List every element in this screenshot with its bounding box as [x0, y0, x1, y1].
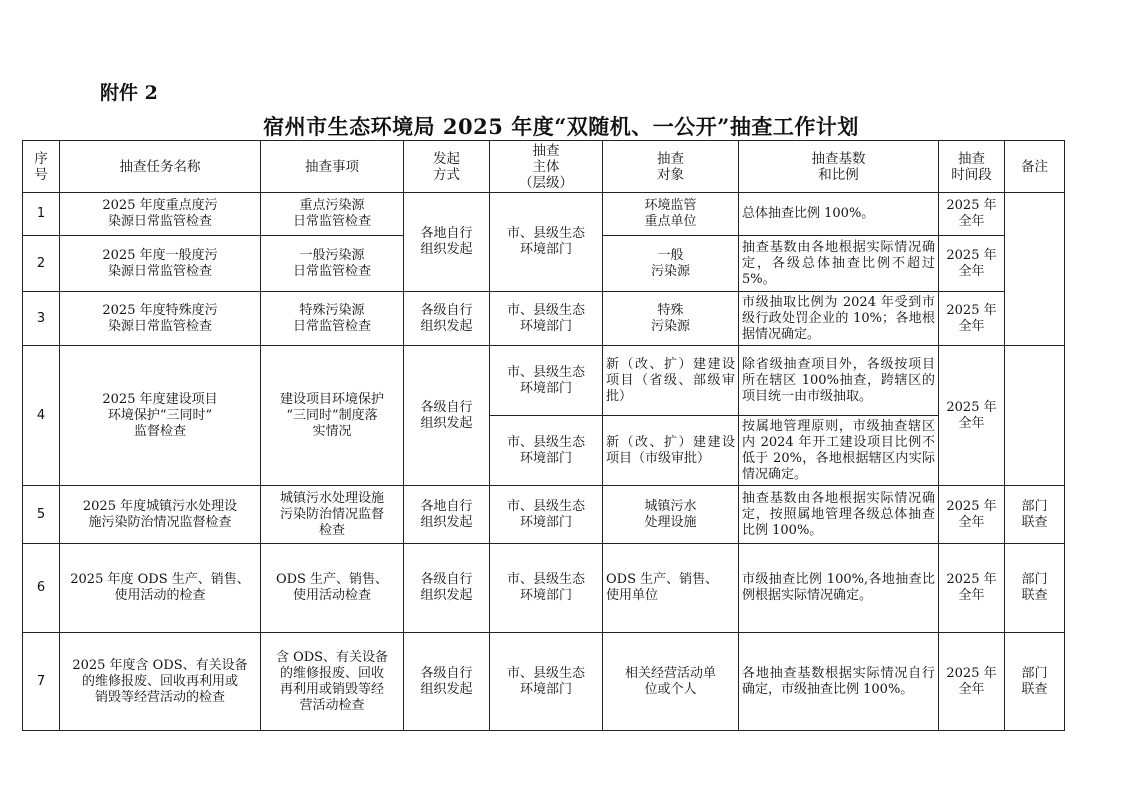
check-object: 城镇污水 处理设施 — [603, 486, 739, 544]
row-no: 5 — [23, 486, 60, 544]
row-no: 4 — [23, 346, 60, 486]
remark — [1005, 193, 1065, 346]
check-subject: 市、县级生态 环境部门 — [490, 292, 603, 346]
table-row — [23, 193, 1065, 236]
check-period: 2025 年 全年 — [939, 633, 1005, 731]
initiate-method: 各地自行 组织发起 — [404, 193, 490, 292]
check-item: ODS 生产、销售、 使用活动检查 — [261, 544, 404, 633]
initiate-method: 各级自行 组织发起 — [404, 544, 490, 633]
task-name: 2025 年度建设项目 环境保护“三同时” 监督检查 — [60, 346, 261, 486]
check-subject: 市、县级生态 环境部门 — [490, 544, 603, 633]
task-name: 2025 年度重点度污 染源日常监管检查 — [60, 193, 261, 236]
initiate-method: 各级自行 组织发起 — [404, 346, 490, 486]
remark: 部门 联查 — [1005, 633, 1065, 731]
table-row — [23, 346, 1065, 416]
check-subject: 市、县级生态 环境部门 — [490, 346, 603, 416]
row-no: 2 — [23, 236, 60, 292]
row-no: 7 — [23, 633, 60, 731]
check-subject: 市、县级生态 环境部门 — [490, 416, 603, 486]
remark: 部门 联查 — [1005, 544, 1065, 633]
check-period: 2025 年 全年 — [939, 292, 1005, 346]
check-ratio: 总体抽查比例 100%。 — [739, 193, 939, 236]
task-name: 2025 年度含 ODS、有关设备 的维修报废、回收再利用或 销毁等经营活动的检查 — [60, 633, 261, 731]
check-period: 2025 年 全年 — [939, 486, 1005, 544]
check-ratio: 除省级抽查项目外，各级按项目所在辖区 100%抽查，跨辖区的项目统一由市级抽取。 — [739, 346, 939, 416]
header-item: 抽查事项 — [261, 141, 404, 193]
initiate-method: 各地自行 组织发起 — [404, 486, 490, 544]
check-ratio: 各地抽查基数根据实际情况自行确定，市级抽查比例 100%。 — [739, 633, 939, 731]
remark — [1005, 346, 1065, 486]
check-ratio: 抽查基数由各地根据实际情况确定，按照属地管理各级总体抽查比例 100%。 — [739, 486, 939, 544]
check-object: 环境监管 重点单位 — [603, 193, 739, 236]
check-item: 含 ODS、有关设备 的维修报废、回收 再利用或销毁等经 营活动检查 — [261, 633, 404, 731]
check-subject: 市、县级生态 环境部门 — [490, 486, 603, 544]
check-item: 一般污染源 日常监管检查 — [261, 236, 404, 292]
check-ratio: 按属地管理原则，市级抽查辖区内 2024 年开工建设项目比例不低于 20%，各地根据辖区内实际情况确定。 — [739, 416, 939, 486]
header-object: 抽查 对象 — [603, 141, 739, 193]
check-item: 城镇污水处理设施 污染防治情况监督 检查 — [261, 486, 404, 544]
header-no: 序 号 — [23, 141, 60, 193]
initiate-method: 各级自行 组织发起 — [404, 292, 490, 346]
row-no: 6 — [23, 544, 60, 633]
check-period: 2025 年 全年 — [939, 193, 1005, 236]
remark: 部门 联查 — [1005, 486, 1065, 544]
check-period: 2025 年 全年 — [939, 236, 1005, 292]
task-name: 2025 年度一般度污 染源日常监管检查 — [60, 236, 261, 292]
check-subject: 市、县级生态 环境部门 — [490, 633, 603, 731]
check-ratio: 市级抽查比例 100%,各地抽查比例根据实际情况确定。 — [739, 544, 939, 633]
check-object: ODS 生产、销售、 使用单位 — [603, 544, 739, 633]
header-remark: 备注 — [1005, 141, 1065, 193]
check-item: 重点污染源 日常监管检查 — [261, 193, 404, 236]
check-period: 2025 年 全年 — [939, 346, 1005, 486]
check-object: 特殊 污染源 — [603, 292, 739, 346]
row-no: 3 — [23, 292, 60, 346]
header-subject: 抽查 主体 （层级） — [490, 141, 603, 193]
initiate-method: 各级自行 组织发起 — [404, 633, 490, 731]
table-header-row — [23, 141, 1065, 193]
check-ratio: 市级抽取比例为 2024 年受到市级行政处罚企业的 10%；各地根据情况确定。 — [739, 292, 939, 346]
task-name: 2025 年度 ODS 生产、销售、 使用活动的检查 — [60, 544, 261, 633]
header-task: 抽查任务名称 — [60, 141, 261, 193]
check-subject: 市、县级生态 环境部门 — [490, 193, 603, 292]
task-name: 2025 年度城镇污水处理设 施污染防治情况监督检查 — [60, 486, 261, 544]
header-initiate: 发起 方式 — [404, 141, 490, 193]
table-row — [23, 544, 1065, 633]
check-object: 新（改、扩）建建设项目（市级审批） — [603, 416, 739, 486]
check-period: 2025 年 全年 — [939, 544, 1005, 633]
table-row — [23, 292, 1065, 346]
row-no: 1 — [23, 193, 60, 236]
table-row — [23, 633, 1065, 731]
check-object: 一般 污染源 — [603, 236, 739, 292]
task-name: 2025 年度特殊度污 染源日常监管检查 — [60, 292, 261, 346]
check-item: 建设项目环境保护 “三同时”制度落 实情况 — [261, 346, 404, 486]
header-ratio: 抽查基数 和比例 — [739, 141, 939, 193]
check-object: 相关经营活动单 位或个人 — [603, 633, 739, 731]
header-period: 抽查 时间段 — [939, 141, 1005, 193]
attachment-label: 附件 2 — [100, 82, 158, 104]
check-ratio: 抽查基数由各地根据实际情况确定，各级总体抽查比例不超过 5%。 — [739, 236, 939, 292]
page-title: 宿州市生态环境局 2025 年度“双随机、一公开”抽查工作计划 — [263, 114, 859, 139]
check-item: 特殊污染源 日常监管检查 — [261, 292, 404, 346]
check-object: 新（改、扩）建建设项目（省级、部级审批） — [603, 346, 739, 416]
table-row — [23, 486, 1065, 544]
inspection-plan-table — [22, 140, 1065, 731]
